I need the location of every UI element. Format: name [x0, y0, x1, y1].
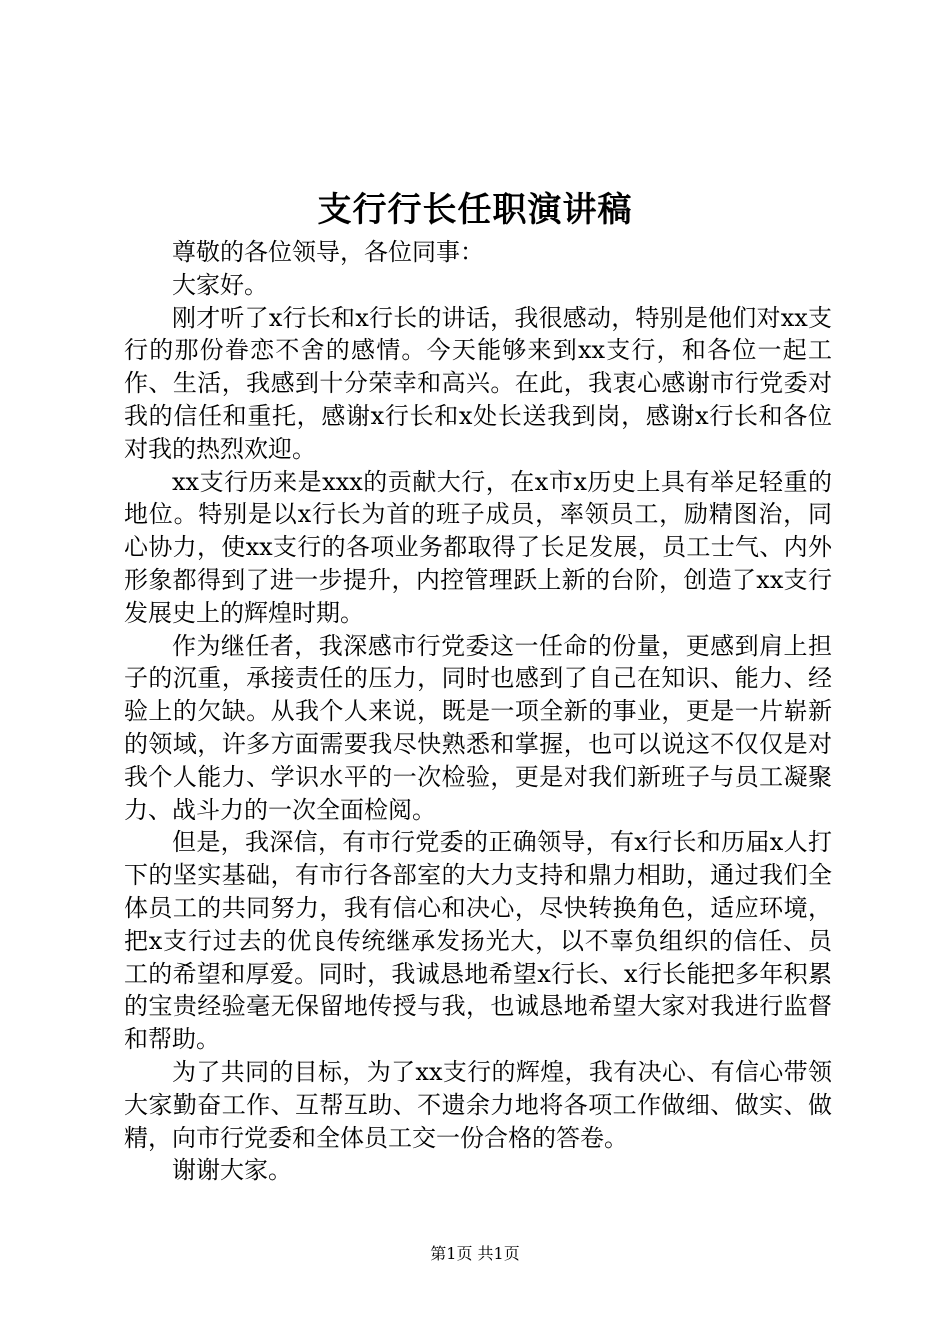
- salutation: 尊敬的各位领导，各位同事：: [172, 238, 484, 266]
- paragraph: 作为继任者，我深感市行党委这一任命的份量，更感到肩上担子的沉重，承接责任的压力，同时也感到了自己在知识、能力、经验上的欠缺。从我个人来说，既是一项全新的事业，更是一片崭新的领域，许多方面需要我尽快熟悉和掌握，也可以说这不仅仅是对我个人能力、学识水平的一次检验，更是对我们新班子与员工凝聚力、战斗力的一次全面检阅。: [124, 631, 832, 824]
- document-body: [124, 236, 832, 1187]
- page-footer: 第1页 共1页: [430, 1244, 520, 1263]
- paragraph: 为了共同的目标，为了xx支行的辉煌，我有决心、有信心带领大家勤奋工作、互帮互助、不遗余力地将各项工作做细、做实、做精，向市行党委和全体员工交一份合格的答卷。: [124, 1057, 832, 1152]
- greeting: 大家好。: [172, 270, 268, 299]
- paragraph: xx支行历来是xxx的贡献大行，在x市x历史上具有举足轻重的地位。特别是以x行长为首的班子成员，率领员工，励精图治，同心协力，使xx支行的各项业务都取得了长足发展，员工士气、内外形象都得到了进一步提升，内控管理跃上新的台阶，创造了xx支行发展史上的辉煌时期。: [124, 467, 832, 627]
- paragraph: 但是，我深信，有市行党委的正确领导，有x行长和历届x人打下的坚实基础，有市行各部室的大力支持和鼎力相助，通过我们全体员工的共同努力，我有信心和决心，尽快转换角色，适应环境，把x支行过去的优良传统继承发扬光大，以不辜负组织的信任、员工的希望和厚爱。同时，我诚恳地希望x行长、x行长能把多年积累的宝贵经验毫无保留地传授与我，也诚恳地希望大家对我进行监督和帮助。: [124, 828, 832, 1054]
- document-title: 支行行长任职演讲稿: [317, 190, 633, 230]
- closing: 谢谢大家。: [172, 1156, 292, 1185]
- paragraph: 刚才听了x行长和x行长的讲话，我很感动，特别是他们对xx支行的那份眷恋不舍的感情。今天能够来到xx支行，和各位一起工作、生活，我感到十分荣幸和高兴。在此，我衷心感谢市行党委对我的信任和重托，感谢x行长和x处长送我到岗，感谢x行长和各位对我的热烈欢迎。: [124, 303, 832, 463]
